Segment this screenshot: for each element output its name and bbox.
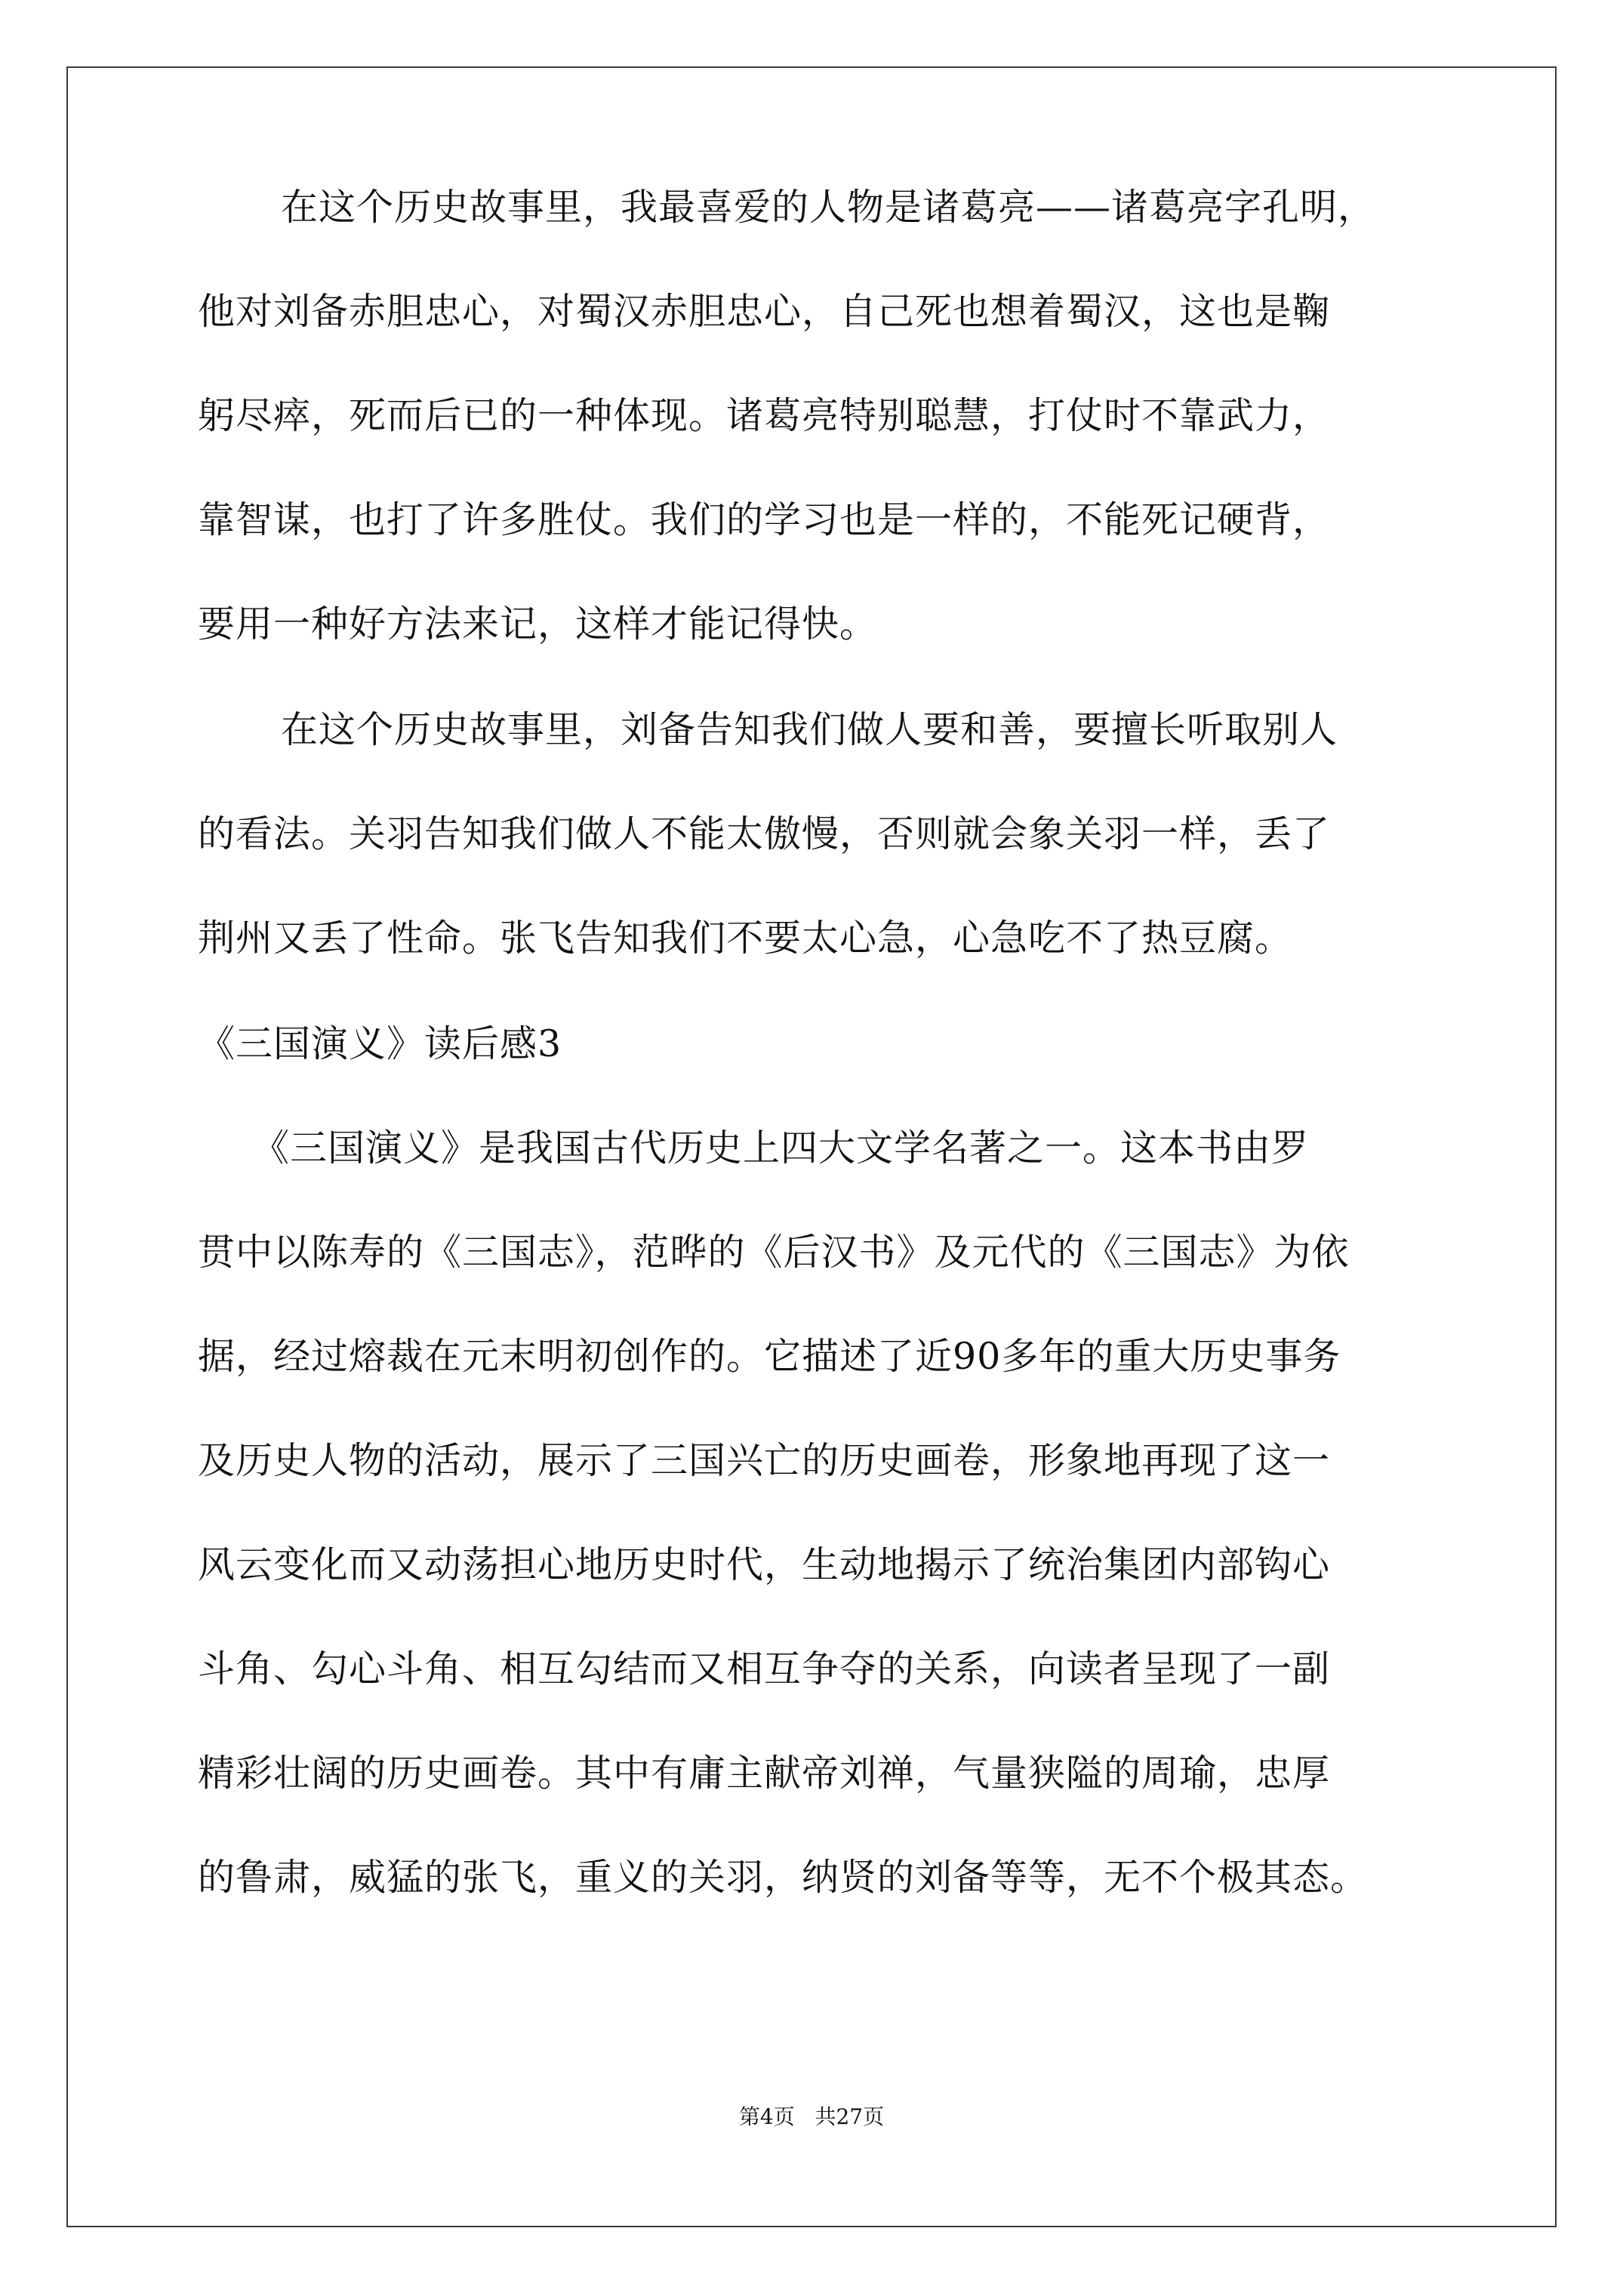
paragraph-3-line-4: 及历史人物的活动，展示了三国兴亡的历史画卷，形象地再现了这一 — [198, 1439, 1331, 1482]
paragraph-2-line-1: 在这个历史故事里，刘备告知我们做人要和善，要擅长听取别人 — [281, 708, 1338, 751]
paragraph-3-line-8: 的鲁肃，威猛的张飞，重义的关羽，纳贤的刘备等等，无不个极其态。 — [198, 1856, 1369, 1899]
paragraph-1-line-2: 他对刘备赤胆忠心，对蜀汉赤胆忠心，自己死也想着蜀汉，这也是鞠 — [198, 290, 1331, 333]
paragraph-3-line-3: 据，经过熔裁在元末明初创作的。它描述了近90多年的重大历史事务 — [198, 1335, 1341, 1378]
paragraph-1-line-4: 靠智谋，也打了许多胜仗。我们的学习也是一样的，不能死记硬背， — [198, 498, 1331, 541]
page-number-footer: 第4页 共27页 — [738, 2104, 885, 2129]
paragraph-3-line-1: 《三国演义》是我国古代历史上四大文学名著之一。这本书由罗 — [252, 1126, 1310, 1170]
paragraph-3-line-2: 贯中以陈寿的《三国志》，范晔的《后汉书》及元代的《三国志》为依 — [198, 1231, 1350, 1274]
paragraph-3-line-6: 斗角、勾心斗角、相互勾结而又相互争夺的关系，向读者呈现了一副 — [198, 1647, 1331, 1690]
paragraph-2-line-2: 的看法。关羽告知我们做人不能太傲慢，否则就会象关羽一样，丢了 — [198, 812, 1331, 855]
paragraph-1-line-3: 躬尽瘁，死而后已的一种体现。诸葛亮特别聪慧，打仗时不靠武力， — [198, 394, 1331, 437]
paragraph-2-line-3: 荆州又丢了性命。张飞告知我们不要太心急，心急吃不了热豆腐。 — [198, 917, 1293, 960]
section-heading: 《三国演义》读后感3 — [198, 1022, 562, 1065]
paragraph-1-line-5: 要用一种好方法来记，这样才能记得快。 — [198, 603, 878, 646]
paragraph-3-line-5: 风云变化而又动荡担心地历史时代，生动地揭示了统治集团内部钩心 — [198, 1543, 1331, 1586]
paragraph-3-line-7: 精彩壮阔的历史画卷。其中有庸主献帝刘禅，气量狭隘的周瑜，忠厚 — [198, 1752, 1331, 1795]
paragraph-1-line-1: 在这个历史故事里，我最喜爱的人物是诸葛亮——诸葛亮字孔明， — [281, 186, 1376, 229]
